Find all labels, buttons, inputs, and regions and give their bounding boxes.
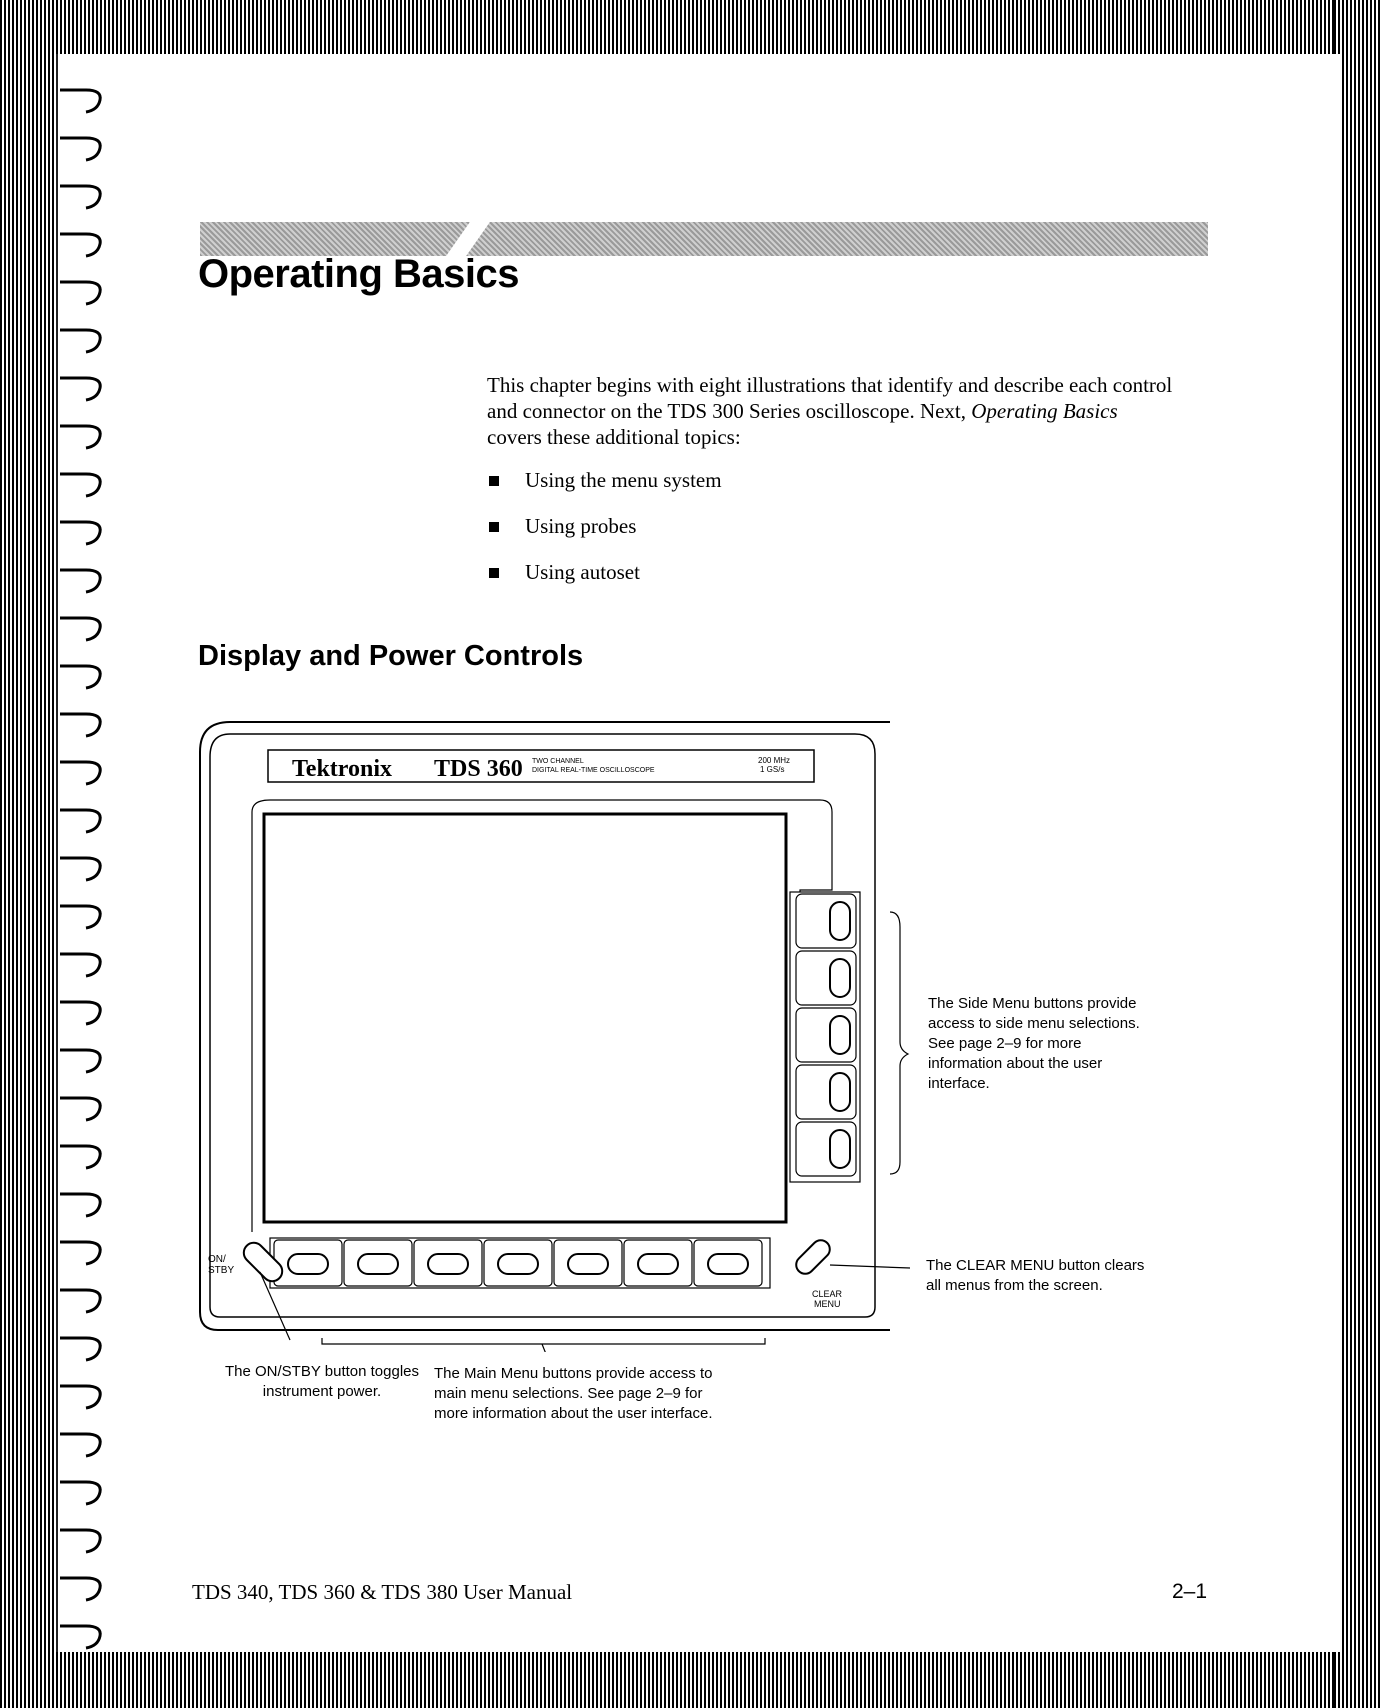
side-menu-button-1[interactable] — [830, 902, 850, 940]
main-menu-button-4[interactable] — [498, 1254, 538, 1274]
callout-line: The Side Menu buttons provide — [928, 995, 1137, 1012]
binding-ring — [60, 282, 100, 304]
binding-ring — [60, 1194, 100, 1216]
main-menu-button-6[interactable] — [638, 1254, 678, 1274]
main-menu-button-7[interactable] — [708, 1254, 748, 1274]
list-item — [487, 560, 722, 606]
main-menu-button-3[interactable] — [428, 1254, 468, 1274]
binding-ring — [60, 714, 100, 736]
callout-line: main menu selections. See page 2–9 for — [434, 1385, 703, 1402]
main-menu-bracket — [322, 1338, 765, 1352]
binding-ring — [60, 90, 100, 112]
binding-ring — [60, 330, 100, 352]
binding-ring — [60, 1098, 100, 1120]
topic-label: Using autoset — [525, 560, 640, 584]
topic-label: Using the menu system — [525, 468, 722, 492]
intro-text-2: covers these additional topics: — [487, 425, 741, 449]
binding-ring — [60, 810, 100, 832]
callout-line: interface. — [928, 1075, 990, 1092]
spiral-binding — [56, 70, 110, 1650]
binding-ring — [60, 1338, 100, 1360]
side-menu-callout — [928, 994, 1140, 1094]
sample-rate-label: 1 GS/s — [760, 765, 785, 774]
bullet-icon — [489, 568, 499, 578]
scan-border-top — [0, 0, 1382, 60]
onstby-label-1: ON/ — [208, 1254, 226, 1265]
main-menu-callout — [434, 1364, 712, 1424]
binding-ring — [60, 474, 100, 496]
binding-ring — [60, 1434, 100, 1456]
intro-paragraph — [487, 372, 1177, 450]
display-screen — [264, 814, 786, 1222]
main-menu-button-5[interactable] — [568, 1254, 608, 1274]
binding-ring — [60, 1386, 100, 1408]
bandwidth-label: 200 MHz — [758, 756, 791, 765]
side-menu-bracket — [890, 912, 908, 1174]
binding-ring — [60, 138, 100, 160]
binding-ring — [60, 522, 100, 544]
binding-ring — [60, 1626, 100, 1648]
binding-ring — [60, 1050, 100, 1072]
clear-menu-callout — [926, 1256, 1144, 1296]
topic-list — [487, 468, 722, 606]
callout-line: The Main Menu buttons provide access to — [434, 1365, 713, 1382]
section-title: Display and Power Controls — [198, 640, 584, 672]
page-number: 2–1 — [1172, 1580, 1208, 1603]
scan-border-left — [0, 0, 60, 1708]
intro-emphasis: Operating Basics — [971, 399, 1118, 423]
callout-line: instrument power. — [262, 1383, 382, 1400]
onstby-callout — [222, 1362, 422, 1402]
binding-ring — [60, 1002, 100, 1024]
list-item — [487, 468, 722, 514]
binding-ring — [60, 1290, 100, 1312]
binding-ring — [60, 186, 100, 208]
desc-line2: DIGITAL REAL-TIME OSCILLOSCOPE — [532, 767, 655, 774]
chapter-header-bar — [200, 222, 1208, 256]
side-menu-button-4[interactable] — [830, 1073, 850, 1111]
desc-line1: TWO CHANNEL — [532, 758, 584, 765]
binding-ring — [60, 234, 100, 256]
binding-ring — [60, 858, 100, 880]
list-item — [487, 514, 722, 560]
topic-label: Using probes — [525, 514, 637, 538]
main-menu-button-2[interactable] — [358, 1254, 398, 1274]
callout-line: all menus from the screen. — [926, 1277, 1103, 1294]
binding-ring — [60, 1242, 100, 1264]
binding-ring — [60, 426, 100, 448]
callout-line: access to side menu selections. — [928, 1015, 1140, 1032]
binding-ring — [60, 1578, 100, 1600]
binding-ring — [60, 1530, 100, 1552]
scan-border-bottom — [0, 1652, 1382, 1708]
binding-ring — [60, 666, 100, 688]
binding-ring — [60, 570, 100, 592]
onstby-label-2: STBY — [208, 1265, 235, 1276]
model-label: TDS 360 — [434, 756, 523, 782]
binding-ring — [60, 762, 100, 784]
callout-line: information about the user — [928, 1055, 1103, 1072]
binding-ring — [60, 1146, 100, 1168]
callout-line: more information about the user interface. — [434, 1405, 713, 1422]
binding-ring — [60, 1482, 100, 1504]
oscilloscope-front-panel — [190, 712, 910, 1352]
intro-text-1: This chapter begins with eight illustrations that identify and describe each control and connector on the TDS 300 Series oscilloscope. Next, — [487, 373, 1173, 423]
callout-line: The CLEAR MENU button clears — [926, 1257, 1145, 1274]
clear-label-2: MENU — [814, 1299, 841, 1309]
chapter-title: Operating Basics — [198, 252, 520, 296]
bullet-icon — [489, 522, 499, 532]
scan-border-right — [1334, 0, 1382, 1708]
binding-ring — [60, 906, 100, 928]
binding-ring — [60, 618, 100, 640]
binding-ring — [60, 378, 100, 400]
footer-manual-title: TDS 340, TDS 360 & TDS 380 User Manual — [192, 1580, 573, 1604]
main-menu-button-1[interactable] — [288, 1254, 328, 1274]
side-menu-button-2[interactable] — [830, 959, 850, 997]
bullet-icon — [489, 476, 499, 486]
side-menu-button-3[interactable] — [830, 1016, 850, 1054]
side-menu-button-5[interactable] — [830, 1130, 850, 1168]
callout-line: See page 2–9 for more — [928, 1035, 1082, 1052]
brand-logo: Tektronix — [292, 756, 393, 782]
binding-ring — [60, 954, 100, 976]
clear-menu-button[interactable] — [792, 1236, 833, 1277]
clear-label-1: CLEAR — [812, 1289, 843, 1299]
callout-line: The ON/STBY button toggles — [225, 1363, 419, 1380]
